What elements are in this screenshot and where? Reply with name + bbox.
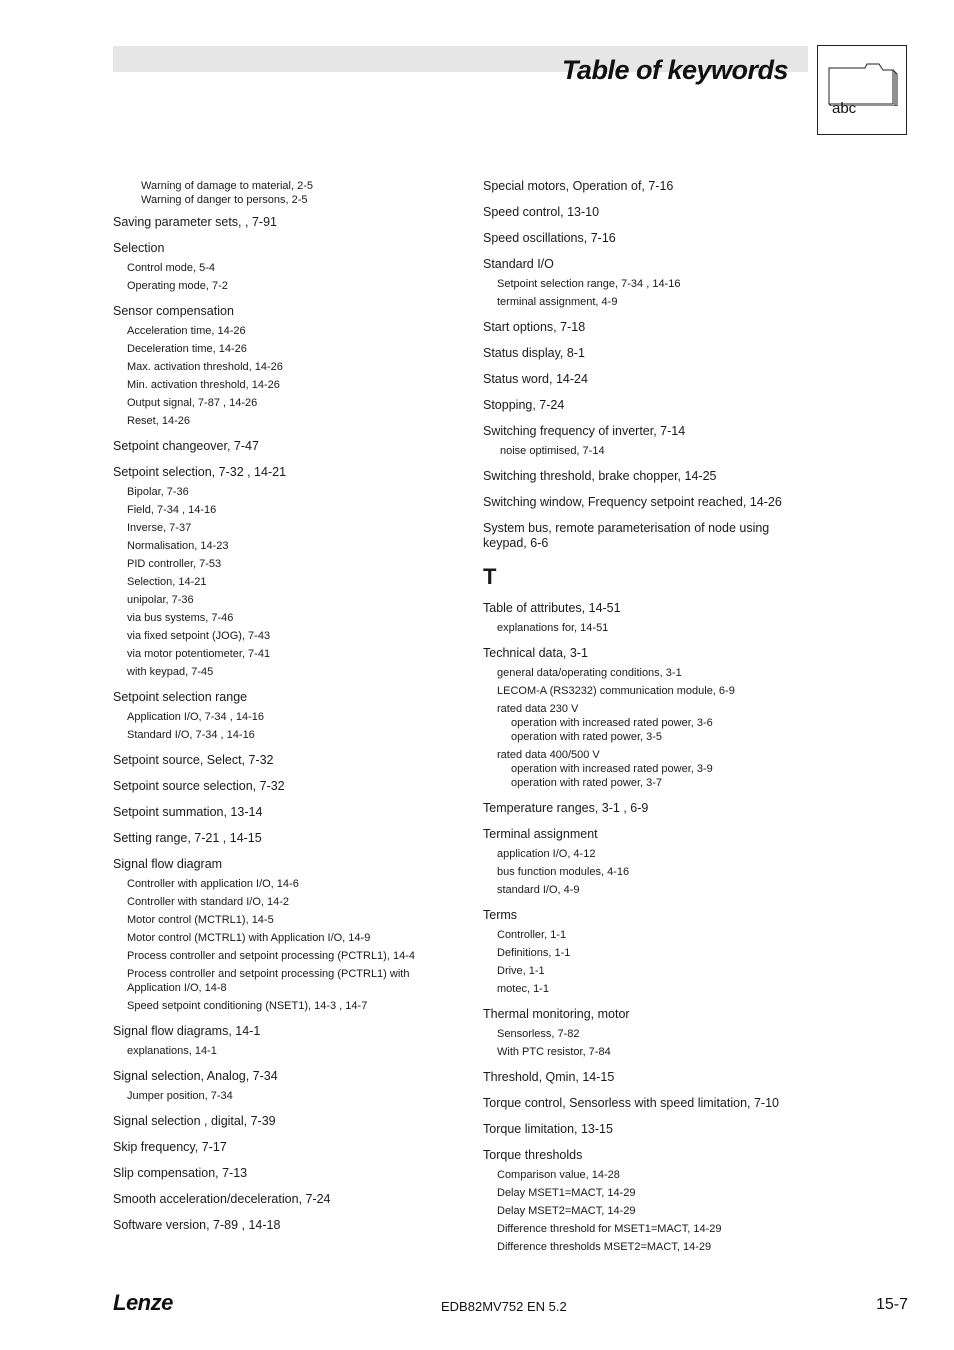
index-entry-main: Smooth acceleration/deceleration, 7-24	[113, 1192, 331, 1206]
index-subentry: application I/O, 4-12	[497, 848, 596, 860]
index-subentry: explanations for, 14-51	[497, 622, 609, 634]
index-entry	[483, 179, 813, 194]
index-subentry: operation with rated power, 3-5	[511, 731, 663, 743]
index-entry	[113, 1218, 463, 1233]
index-entry-main: Signal flow diagrams, 14-1	[113, 1024, 261, 1038]
index-subentry: Process controller and setpoint processing (PCTRL1) with Application I/O, 14-8	[127, 968, 410, 994]
index-subentry: Process controller and setpoint processing (PCTRL1), 14-4	[127, 950, 415, 962]
index-entry	[483, 1148, 813, 1254]
document-id: EDB82MV752 EN 5.2	[441, 1299, 567, 1314]
page-number: 15-7	[875, 1296, 908, 1313]
index-subentry: Selection, 14-21	[127, 576, 207, 588]
index-entry	[483, 1122, 813, 1137]
index-entry-main: Torque limitation, 13-15	[483, 1122, 613, 1136]
index-entry	[483, 346, 813, 361]
index-subentry: Delay MSET2=MACT, 14-29	[497, 1205, 636, 1217]
index-subentry: rated data 400/500 V	[497, 749, 600, 761]
index-entry	[483, 469, 813, 484]
index-entry-main: Setpoint selection, 7-32 , 14-21	[113, 465, 287, 479]
index-entry-main: Sensor compensation	[113, 304, 234, 318]
index-subentry: Warning of damage to material, 2-5	[141, 180, 314, 192]
index-entry-main: Selection	[113, 241, 165, 255]
index-entry	[483, 801, 813, 816]
index-entry	[483, 521, 813, 551]
index-entry	[113, 1140, 463, 1155]
index-entry-main: Slip compensation, 7-13	[113, 1166, 248, 1180]
index-entry	[113, 805, 463, 820]
index-entry-main: Technical data, 3-1	[483, 646, 588, 660]
index-subentry: Motor control (MCTRL1), 14-5	[127, 914, 274, 926]
index-subentry: Control mode, 5-4	[127, 262, 216, 274]
lenze-logo: Lenze	[113, 1290, 173, 1315]
index-entry-main: Standard I/O	[483, 257, 554, 271]
index-entry-main: Torque thresholds	[483, 1148, 583, 1162]
index-subentry: Operating mode, 7-2	[127, 280, 228, 292]
index-subentry: Controller with application I/O, 14-6	[127, 878, 299, 890]
index-entry	[483, 1070, 813, 1085]
index-entry	[113, 304, 463, 428]
index-subentry: operation with increased rated power, 3-9	[511, 763, 713, 775]
index-entry-main: Threshold, Qmin, 14-15	[483, 1070, 615, 1084]
index-subentry: Comparison value, 14-28	[497, 1169, 620, 1181]
index-entry-main: System bus, remote parameterisation of node using keypad, 6-6	[483, 521, 770, 550]
index-subentry: Min. activation threshold, 14-26	[127, 379, 280, 391]
index-entry-main: Switching threshold, brake chopper, 14-25	[483, 469, 717, 483]
index-subentry: Acceleration time, 14-26	[127, 325, 246, 337]
index-entry-main: Speed oscillations, 7-16	[483, 231, 616, 245]
index-subentry: Deceleration time, 14-26	[127, 343, 247, 355]
index-entry-main: Switching frequency of inverter, 7-14	[483, 424, 686, 438]
index-entry-main: Setpoint selection range	[113, 690, 248, 704]
index-subentry: Application I/O, 7-34 , 14-16	[127, 711, 264, 723]
index-subentry: Controller, 1-1	[497, 929, 567, 941]
index-entry-main: Signal selection, Analog, 7-34	[113, 1069, 278, 1083]
index-entry-main: Setpoint summation, 13-14	[113, 805, 263, 819]
index-subentry: Difference thresholds MSET2=MACT, 14-29	[497, 1241, 712, 1253]
index-entry-main: Status display, 8-1	[483, 346, 585, 360]
index-entry	[483, 372, 813, 387]
index-entry-main: Start options, 7-18	[483, 320, 586, 334]
index-entry	[483, 231, 813, 246]
index-entry	[113, 857, 463, 1013]
index-subentry: standard I/O, 4-9	[497, 884, 580, 896]
index-entry-main: Table of attributes, 14-51	[483, 601, 621, 615]
index-subentry: terminal assignment, 4-9	[497, 296, 618, 308]
index-entry-main: Saving parameter sets, , 7-91	[113, 215, 277, 229]
index-entry-main: Terminal assignment	[483, 827, 598, 841]
index-entry	[483, 205, 813, 220]
index-subentry: Inverse, 7-37	[127, 522, 192, 534]
index-subentry: Warning of danger to persons, 2-5	[141, 194, 308, 206]
index-entry	[113, 241, 463, 293]
index-entry	[483, 257, 813, 309]
index-entry-main: Signal selection , digital, 7-39	[113, 1114, 276, 1128]
index-entry	[483, 601, 813, 635]
index-entry-main: Software version, 7-89 , 14-18	[113, 1218, 281, 1232]
index-subentry: rated data 230 V	[497, 703, 579, 715]
index-subentry: Difference threshold for MSET1=MACT, 14-29	[497, 1223, 722, 1235]
index-entry	[483, 398, 813, 413]
index-entry-main: Torque control, Sensorless with speed limitation, 7-10	[483, 1096, 779, 1110]
index-entry	[113, 1114, 463, 1129]
index-entry	[113, 439, 463, 454]
index-entry-main: Terms	[483, 908, 518, 922]
index-entry-main: Speed control, 13-10	[483, 205, 600, 219]
index-entry	[483, 1007, 813, 1059]
index-subentry: Speed setpoint conditioning (NSET1), 14-3 , 14-7	[127, 1000, 368, 1012]
index-subentry: general data/operating conditions, 3-1	[497, 667, 682, 679]
index-subentry: Reset, 14-26	[127, 415, 190, 427]
right-column	[483, 179, 813, 1265]
index-entry	[483, 827, 813, 897]
letter-heading: T	[483, 564, 497, 589]
index-subentry: LECOM-A (RS3232) communication module, 6-9	[497, 685, 735, 697]
index-entry	[113, 831, 463, 846]
index-subentry: Standard I/O, 7-34 , 14-16	[127, 729, 255, 741]
index-subentry: PID controller, 7-53	[127, 558, 222, 570]
index-subentry: explanations, 14-1	[127, 1045, 217, 1057]
index-subentry: Drive, 1-1	[497, 965, 545, 977]
tab-label: abc	[832, 100, 857, 117]
index-entry	[483, 320, 813, 335]
index-subentry: Motor control (MCTRL1) with Application I/O, 14-9	[127, 932, 371, 944]
index-entry	[483, 495, 813, 510]
index-subentry: Field, 7-34 , 14-16	[127, 504, 217, 516]
index-entry	[483, 908, 813, 996]
index-subentry: via motor potentiometer, 7-41	[127, 648, 271, 660]
index-entry	[483, 424, 813, 458]
index-subentry: operation with increased rated power, 3-6	[511, 717, 713, 729]
index-subentry: bus function modules, 4-16	[497, 866, 630, 878]
index-entry-main: Status word, 14-24	[483, 372, 588, 386]
index-subentry: unipolar, 7-36	[127, 594, 194, 606]
index-entry-main: Switching window, Frequency setpoint reached, 14-26	[483, 495, 782, 509]
index-entry	[113, 179, 463, 207]
index-entry-main: Signal flow diagram	[113, 857, 223, 871]
index-subentry: Sensorless, 7-82	[497, 1028, 580, 1040]
index-subentry: Definitions, 1-1	[497, 947, 571, 959]
index-subentry: Normalisation, 14-23	[127, 540, 229, 552]
index-subentry: via bus systems, 7-46	[127, 612, 234, 624]
index-entry	[113, 1069, 463, 1103]
index-subentry: Setpoint selection range, 7-34 , 14-16	[497, 278, 681, 290]
index-entry	[483, 1096, 813, 1111]
index-entry	[113, 215, 463, 230]
index-entry-main: Setpoint source selection, 7-32	[113, 779, 285, 793]
chapter-tab	[817, 45, 907, 135]
index-entry-main: Stopping, 7-24	[483, 398, 565, 412]
index-entry	[113, 690, 463, 742]
index-entry-main: Special motors, Operation of, 7-16	[483, 179, 674, 193]
left-column	[113, 179, 463, 1244]
index-entry-main: Setting range, 7-21 , 14-15	[113, 831, 262, 845]
index-subentry: with keypad, 7-45	[127, 666, 214, 678]
index-subentry: operation with rated power, 3-7	[511, 777, 663, 789]
index-subentry: Bipolar, 7-36	[127, 486, 189, 498]
index-subentry: via fixed setpoint (JOG), 7-43	[127, 630, 271, 642]
index-entry-main: Thermal monitoring, motor	[483, 1007, 630, 1021]
index-entry-main: Skip frequency, 7-17	[113, 1140, 227, 1154]
index-subentry: Jumper position, 7-34	[127, 1090, 233, 1102]
index-entry	[113, 1192, 463, 1207]
index-entry-main: Temperature ranges, 3-1 , 6-9	[483, 801, 649, 815]
index-subentry: motec, 1-1	[497, 983, 549, 995]
index-entry	[483, 646, 813, 790]
index-entry	[113, 465, 463, 679]
index-subentry: Max. activation threshold, 14-26	[127, 361, 283, 373]
index-subentry: Output signal, 7-87 , 14-26	[127, 397, 258, 409]
index-subentry: Controller with standard I/O, 14-2	[127, 896, 290, 908]
index-subentry: With PTC resistor, 7-84	[497, 1046, 611, 1058]
index-entry-main: Setpoint changeover, 7-47	[113, 439, 259, 453]
index-subentry: noise optimised, 7-14	[500, 445, 605, 457]
index-entry	[113, 753, 463, 768]
index-entry	[113, 779, 463, 794]
index-subentry: Delay MSET1=MACT, 14-29	[497, 1187, 636, 1199]
page-title: Table of keywords	[561, 55, 788, 85]
index-entry	[113, 1024, 463, 1058]
index-entry-main: Setpoint source, Select, 7-32	[113, 753, 274, 767]
index-entry	[113, 1166, 463, 1181]
